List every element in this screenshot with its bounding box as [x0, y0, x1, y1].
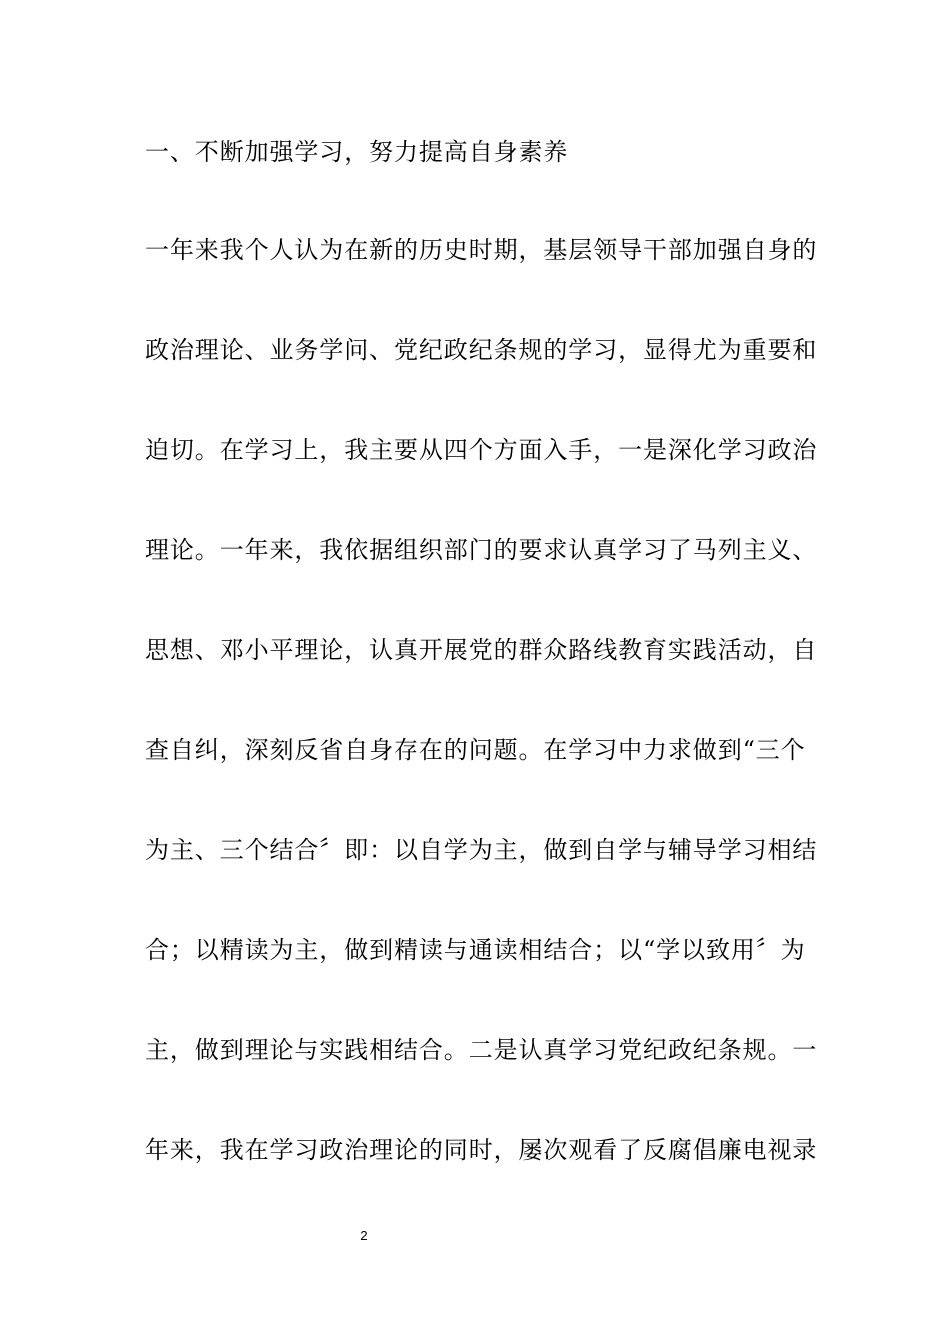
paragraph-line: 迫切。在学习上，我主要从四个方面入手，一是深化学习政治 — [145, 436, 818, 464]
page-number: 2 — [360, 1228, 368, 1243]
paragraph-line: 年来，我在学习政治理论的同时，屡次观看了反腐倡廉电视录 — [145, 1136, 818, 1164]
paragraph-line: 一年来我个人认为在新的历史时期，基层领导干部加强自身的 — [145, 236, 818, 264]
paragraph-line: 查自纠，深刻反省自身存在的问题。在学习中力求做到“三个 — [145, 736, 806, 764]
section-heading: 一、不断加强学习，努力提高自身素养 — [145, 138, 569, 166]
paragraph-line: 合；以精读为主，做到精读与通读相结合；以“学以致用〞为 — [145, 936, 806, 964]
paragraph-line: 主，做到理论与实践相结合。二是认真学习党纪政纪条规。一 — [145, 1036, 818, 1064]
paragraph-line: 政治理论、业务学问、党纪政纪条规的学习，显得尤为重要和 — [145, 336, 818, 364]
paragraph-line: 为主、三个结合〞即：以自学为主，做到自学与辅导学习相结 — [145, 836, 818, 864]
paragraph-line: 理论。一年来，我依据组织部门的要求认真学习了马列主义、 — [145, 536, 818, 564]
paragraph-line: 思想、邓小平理论，认真开展党的群众路线教育实践活动，自 — [145, 636, 818, 664]
